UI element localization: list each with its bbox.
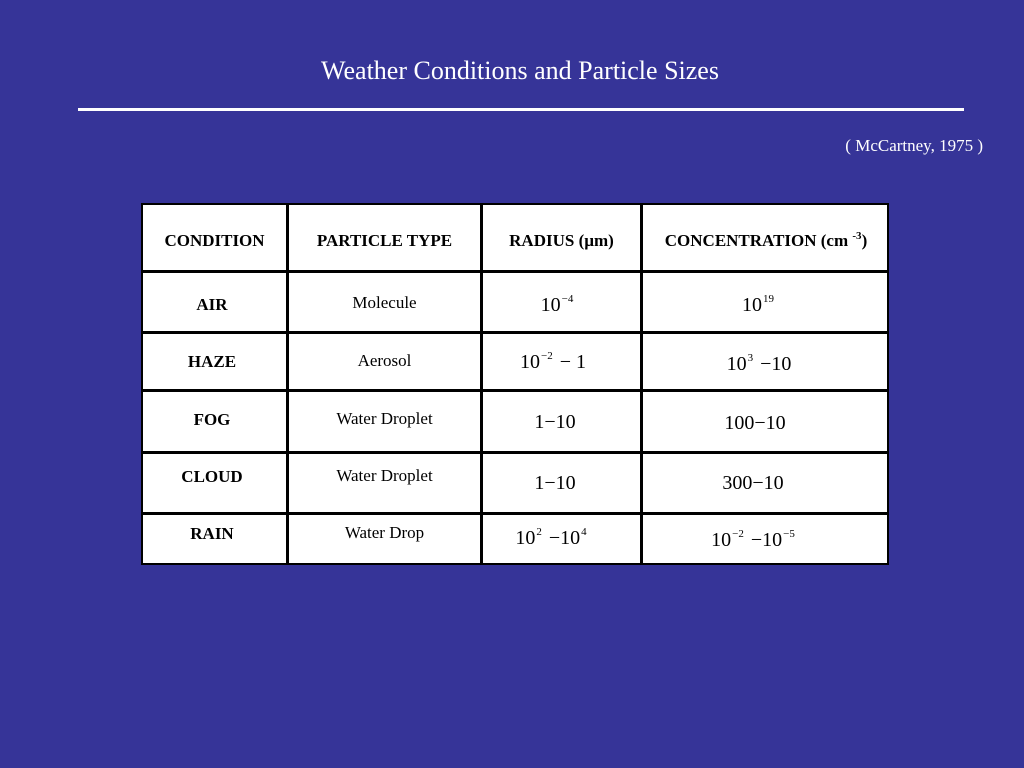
title-divider [78,108,964,111]
formula-text: 100−10 [724,412,786,434]
formula-exponent: 19 [763,293,774,305]
formula-base: 10 [540,294,561,316]
formula-exponent: 3 [747,352,754,364]
radius-fog [483,411,627,433]
formula-text: 1−10 [534,411,576,433]
header-concentration-close: ) [861,231,868,250]
particle-type-air: Molecule [352,293,417,312]
formula-exponent: −4 [561,293,574,305]
header-concentration-exponent: -3 [852,230,862,242]
formula-base: 10 [711,529,732,551]
formula-exponent: 2 [536,526,542,538]
header-radius: RADIUS (µm) [509,231,614,250]
radius-air [483,294,633,319]
formula-text: − 1 [554,351,586,373]
row-divider [143,389,887,392]
concentration-cloud [643,472,863,494]
row-divider [143,270,887,273]
formula-base: 10 [560,527,581,549]
particle-type-cloud: Water Droplet [336,466,433,485]
slide-title: Weather Conditions and Particle Sizes [321,56,719,85]
radius-rain [483,527,621,552]
header-particle-type: PARTICLE TYPE [316,231,453,250]
row-divider [143,512,887,515]
radius-haze [483,351,623,376]
row-divider [143,451,887,454]
column-divider [640,205,643,563]
formula-base: 10 [520,351,540,373]
formula-base: 10 [726,353,747,375]
citation: ( McCartney, 1975 ) [845,136,983,155]
concentration-haze [643,353,875,378]
formula-base: 10 [515,527,536,549]
concentration-rain [643,529,865,554]
formula-exponent: −2 [732,528,744,540]
condition-rain: RAIN [190,524,234,543]
particle-size-table [141,203,889,565]
column-divider [480,205,483,563]
particle-type-haze: Aerosol [357,351,412,370]
header-concentration [643,231,889,253]
particle-type-rain: Water Drop [344,523,425,542]
concentration-air [643,294,875,319]
concentration-fog [643,412,867,434]
formula-base: 10 [742,294,762,316]
formula-text: −10 [755,353,792,375]
formula-exponent: −5 [783,528,795,540]
condition-cloud: CLOUD [181,467,243,486]
header-concentration-label: CONCENTRATION (cm [664,231,853,250]
radius-cloud [483,472,627,494]
formula-text: 300−10 [722,472,784,494]
formula-text: 1−10 [534,472,576,494]
column-divider [286,205,289,563]
particle-type-fog: Water Droplet [336,409,433,428]
condition-fog: FOG [193,410,231,429]
row-divider [143,331,887,334]
formula-exponent: 4 [581,526,587,538]
formula-text: − [745,529,763,551]
formula-text: − [543,527,561,549]
formula-exponent: −2 [541,350,553,362]
formula-base: 10 [762,529,783,551]
condition-haze: HAZE [187,352,237,371]
condition-air: AIR [196,295,228,314]
header-condition: CONDITION [164,231,265,250]
